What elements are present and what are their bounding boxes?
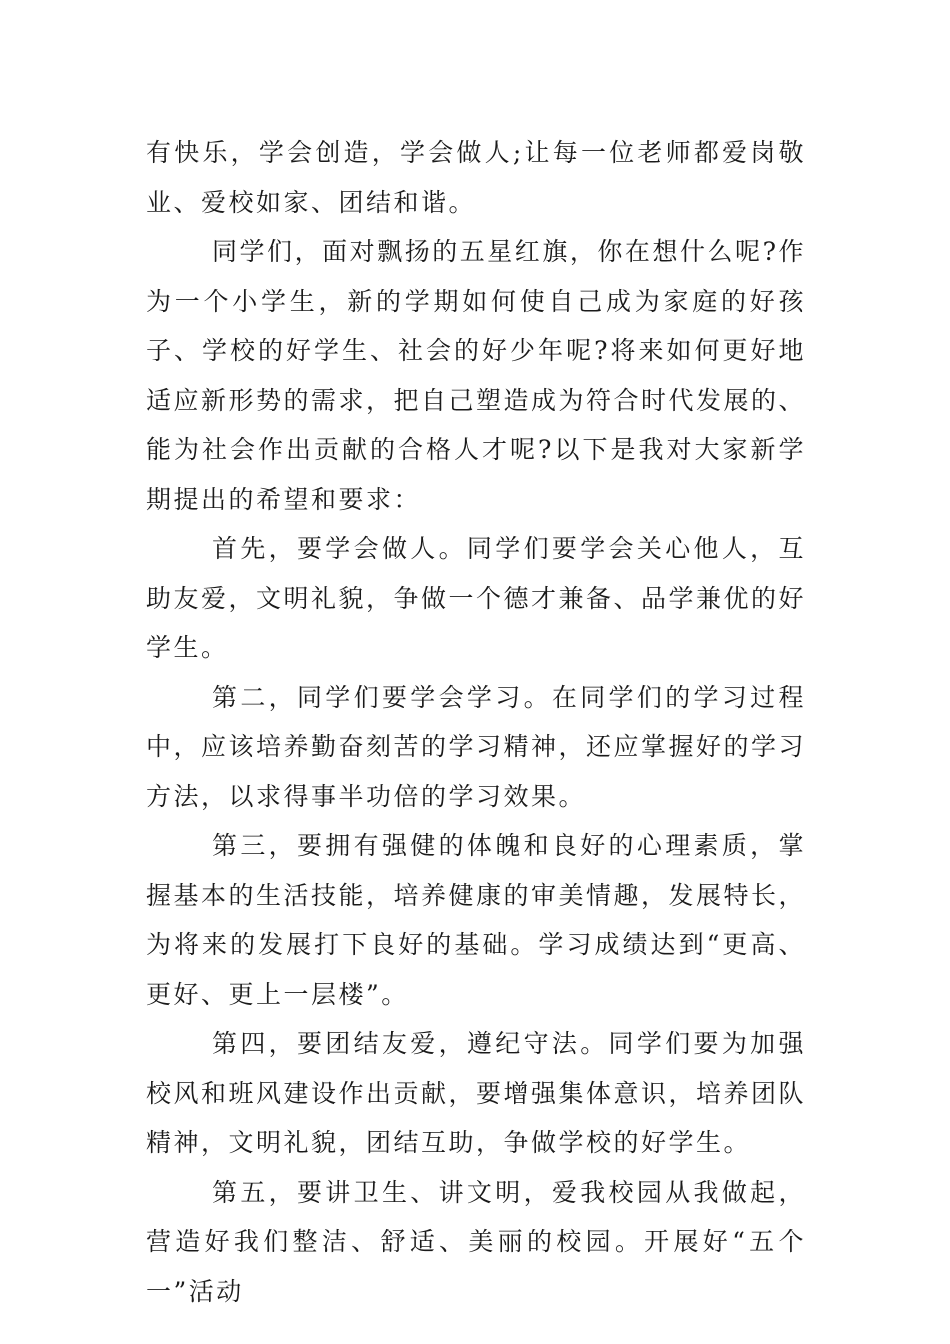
paragraph-continuation: 有快乐，学会创造，学会做人;让每一位老师都爱岗敬业、爱校如家、团结和谐。 [146,138,806,217]
paragraph-fourth: 第四，要团结友爱，遵纪守法。同学们要为加强校风和班风建设作出贡献，要增强集体意识，培养团队精神，文明礼貌，团结互助，争做学校的好学生。 [146,1029,807,1157]
paragraph-intro-question: 同学们，面对飘扬的五星红旗，你在想什么呢?作为一个小学生，新的学期如何使自己成为家庭的好孩子、学校的好学生、社会的好少年呢?将来如何更好地适应新形势的需求，把自己塑造成为符合时代发展的、能为社会作出贡献的合格人才呢?以下是我对大家新学期提出的希望和要求： [146,237,807,514]
paragraph-fifth: 第五，要讲卫生、讲文明，爱我校园从我做起，营造好我们整洁、舒适、美丽的校园。开展好“五个一”活动 [146,1177,806,1306]
document-body [146,128,806,1316]
paragraph-third: 第三，要拥有强健的体魄和良好的心理素质，掌握基本的生活技能，培养健康的审美情趣，发展特长，为将来的发展打下良好的基础。学习成绩达到“更高、更好、更上一层楼”。 [146,831,807,1009]
paragraph-second: 第二，同学们要学会学习。在同学们的学习过程中，应该培养勤奋刻苦的学习精神，还应掌握好的学习方法，以求得事半功倍的学习效果。 [146,682,807,811]
paragraph-first: 首先，要学会做人。同学们要学会关心他人，互助友爱，文明礼貌，争做一个德才兼备、品学兼优的好学生。 [146,534,807,662]
